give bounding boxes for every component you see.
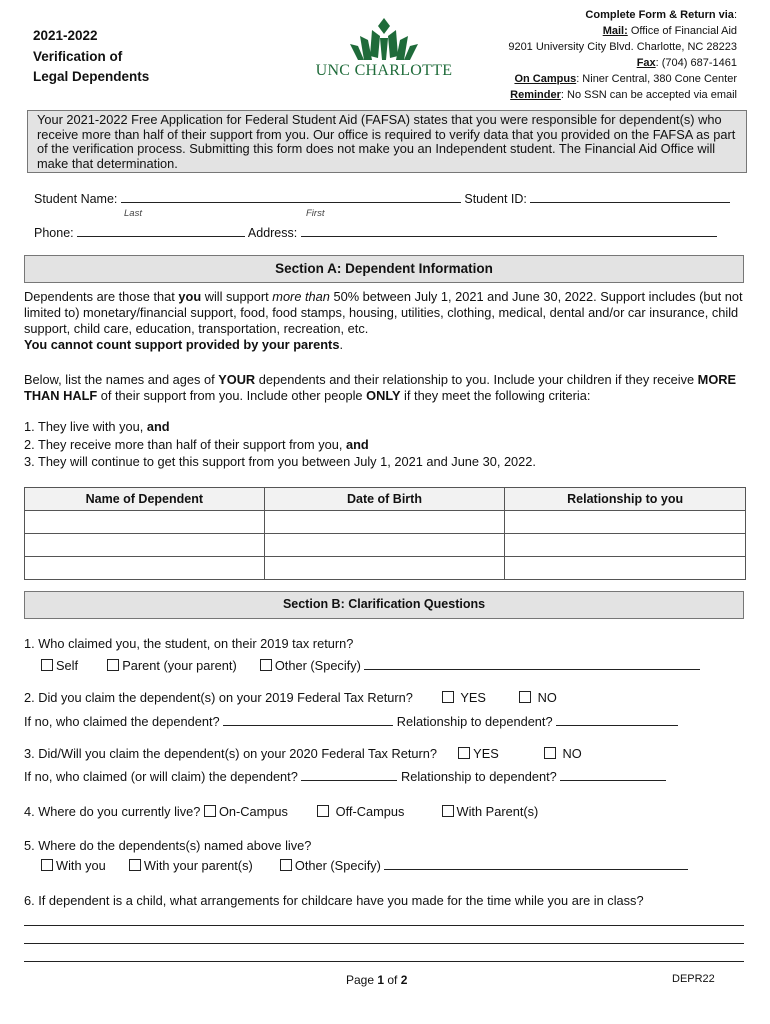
instr-text-2: dependents and their relationship to you. Include your children if they receive [255,372,698,387]
student-name-row [34,191,730,206]
question-2: 2. Did you claim the dependent(s) on your 2019 Federal Tax Return? [24,690,413,705]
phone-address-row [34,225,717,240]
page-number: Page 1 of 2 [346,973,408,987]
instr-text-3: of their support from you. Include other people [97,388,367,403]
q5-other-checkbox[interactable] [280,859,292,871]
question-6: 6. If dependent is a child, what arrangements for childcare have you made for the time while you are in class? [24,893,644,908]
def-text-3: 50% between July 1, 2021 and June 30, 2022. Support includes (but not limited to) monetary/financial support, food, food stamps, housing, utilities, clothing, medical, dental and/or car insurance, child support, child care, education, transportation, recreation, etc. [24,289,743,336]
table-row [25,534,746,557]
dependents-instructions [24,372,748,404]
dependent-dob-cell[interactable] [264,511,505,534]
question-2-followup [24,714,678,729]
opt-q5-other: Other (Specify) [294,858,381,873]
criteria-item: 3. They will continue to get this support from you between July 1, 2021 and June 30, 2022. [24,454,536,469]
criteria-item: 2. They receive more than half of their support from you, and [24,436,369,452]
first-hint: First [306,208,325,219]
opt-self: Self [56,658,79,673]
question-1-options [41,658,700,673]
criteria-list [24,418,748,471]
student-name-label: Student Name: [34,192,118,206]
dependent-name-cell[interactable] [25,511,265,534]
q3-no-checkbox[interactable] [544,747,556,759]
student-id-field[interactable] [530,191,730,203]
q2-relationship-label: Relationship to dependent? [396,714,553,729]
self-checkbox[interactable] [41,659,53,671]
fax-value: : (704) 687-1461 [655,57,737,69]
form-code: DEPR22 [672,973,715,985]
childcare-answer-line[interactable] [24,943,744,944]
question-4: 4. Where do you currently live? [24,804,201,819]
question-1: 1. Who claimed you, the student, on their 2019 tax return? [24,636,354,651]
mail-value: Office of Financial Aid [630,25,737,37]
with-you-checkbox[interactable] [41,859,53,871]
dependent-dob-cell[interactable] [264,534,505,557]
def-text-more-than: more than [272,289,330,304]
last-hint: Last [124,208,142,219]
opt-with-parents: With Parent(s) [456,804,539,819]
instr-text-your: YOUR [218,372,256,387]
crown-leaf-icon [314,16,454,62]
with-parents-checkbox[interactable] [442,805,454,817]
q2-who-claimed: If no, who claimed the dependent? [24,714,220,729]
q3-no-label: NO [562,746,582,761]
form-title-line3: Legal Dependents [33,69,150,84]
childcare-answer-line[interactable] [24,961,744,962]
student-name-field[interactable] [121,191,461,203]
q3-yes-label: YES [473,746,499,761]
childcare-answer-line[interactable] [24,925,744,926]
contact-heading: Complete Form & Return via [585,9,734,21]
opt-parent: Parent (your parent) [122,658,237,673]
dependent-relationship-cell[interactable] [505,557,746,580]
mail-address: 9201 University City Blvd. Charlotte, NC 28223 [508,41,737,53]
table-header-row [25,488,746,511]
criteria-item: 1. They live with you, and [24,419,170,434]
def-text-1: Dependents are those that [24,289,179,304]
col-name-of-dependent: Name of Dependent [25,488,265,511]
reminder-value: : No SSN can be accepted via email [560,89,737,101]
question-2-row [24,690,557,705]
def-text-you: you [178,289,202,304]
col-relationship: Relationship to you [505,488,746,511]
on-campus-checkbox[interactable] [204,805,216,817]
def-text-2: will support [201,289,273,304]
section-b-header: Section B: Clarification Questions [24,591,744,619]
col-date-of-birth: Date of Birth [264,488,505,511]
dependent-name-cell[interactable] [25,534,265,557]
section-a-header: Section A: Dependent Information [24,255,744,283]
instr-text-4: if they meet the following criteria: [400,388,591,403]
question-3: 3. Did/Will you claim the dependent(s) on your 2020 Federal Tax Return? [24,746,438,761]
opt-off-campus: Off-Campus [335,804,405,819]
fafsa-notice: Your 2021-2022 Free Application for Federal Student Aid (FAFSA) states that you were responsible for dependent(s) who receive more than half of their support from you. Our office is required to verify data that you provided on the FAFSA as part of the verification process. Submitting this form does not make you an Independent student. The Financial Aid Office will make that determination. [27,110,747,173]
question-3-followup [24,769,666,784]
def-text-parents: You cannot count support provided by your parents [24,337,340,352]
address-label: Address: [247,226,298,240]
q2-no-label: NO [537,690,557,705]
fax-label: Fax [636,57,656,69]
q3-who-field[interactable] [301,769,397,781]
phone-field[interactable] [77,225,245,237]
dependent-relationship-cell[interactable] [505,511,746,534]
opt-other: Other (Specify) [274,658,361,673]
reminder-label: Reminder [510,89,561,101]
q2-yes-checkbox[interactable] [442,691,454,703]
dependent-name-cell[interactable] [25,557,265,580]
table-row [25,557,746,580]
q3-yes-checkbox[interactable] [458,747,470,759]
student-id-label: Student ID: [464,192,527,206]
other-specify-field[interactable] [364,658,700,670]
instr-text-only: ONLY [366,388,401,403]
other-checkbox[interactable] [260,659,272,671]
q3-who-claimed: If no, who claimed (or will claim) the dependent? [24,769,298,784]
with-your-parents-checkbox[interactable] [129,859,141,871]
question-4-row [24,804,538,819]
campus-value: : Niner Central, 380 Cone Center [576,73,737,85]
mail-label: Mail: [602,25,628,37]
q3-relationship-field[interactable] [560,769,666,781]
opt-on-campus: On-Campus [218,804,288,819]
dependent-relationship-cell[interactable] [505,534,746,557]
q2-no-checkbox[interactable] [519,691,531,703]
question-5: 5. Where do the dependents(s) named above live? [24,838,312,853]
q2-relationship-field[interactable] [556,714,678,726]
address-field[interactable] [301,225,717,237]
form-title-year: 2021-2022 [33,28,98,43]
dependents-definition [24,289,748,353]
q2-who-field[interactable] [223,714,393,726]
contact-block: Complete Form & Return via: Mail: Office of Financial Aid 9201 University City Blvd. Charlotte, NC 28223 Fax: (704) 687-1461 On Campus: Niner Central, 380 Cone Center Reminder: No SSN can be accepted via email [508,9,737,101]
question-3-row [24,746,582,761]
instr-text-more-than-half: MORE THAN HALF [24,372,737,403]
dependent-dob-cell[interactable] [264,557,505,580]
opt-with-you: With you [56,858,106,873]
q2-yes-label: YES [460,690,486,705]
question-5-options [41,858,688,873]
logo-wordmark: UNC CHARLOTTE [315,62,453,79]
off-campus-checkbox[interactable] [317,805,329,817]
table-row [25,511,746,534]
q3-relationship-label: Relationship to dependent? [400,769,557,784]
q5-other-specify-field[interactable] [384,858,688,870]
instr-text-1: Below, list the names and ages of [24,372,219,387]
unc-charlotte-logo [314,16,454,84]
form-title [33,26,149,88]
parent-checkbox[interactable] [107,659,119,671]
form-title-line2: Verification of [33,48,123,64]
campus-label: On Campus [514,73,577,85]
phone-label: Phone: [34,226,74,240]
dependents-table [24,487,746,580]
opt-with-your-parents: With your parent(s) [143,858,253,873]
def-text-period: . [339,337,343,352]
